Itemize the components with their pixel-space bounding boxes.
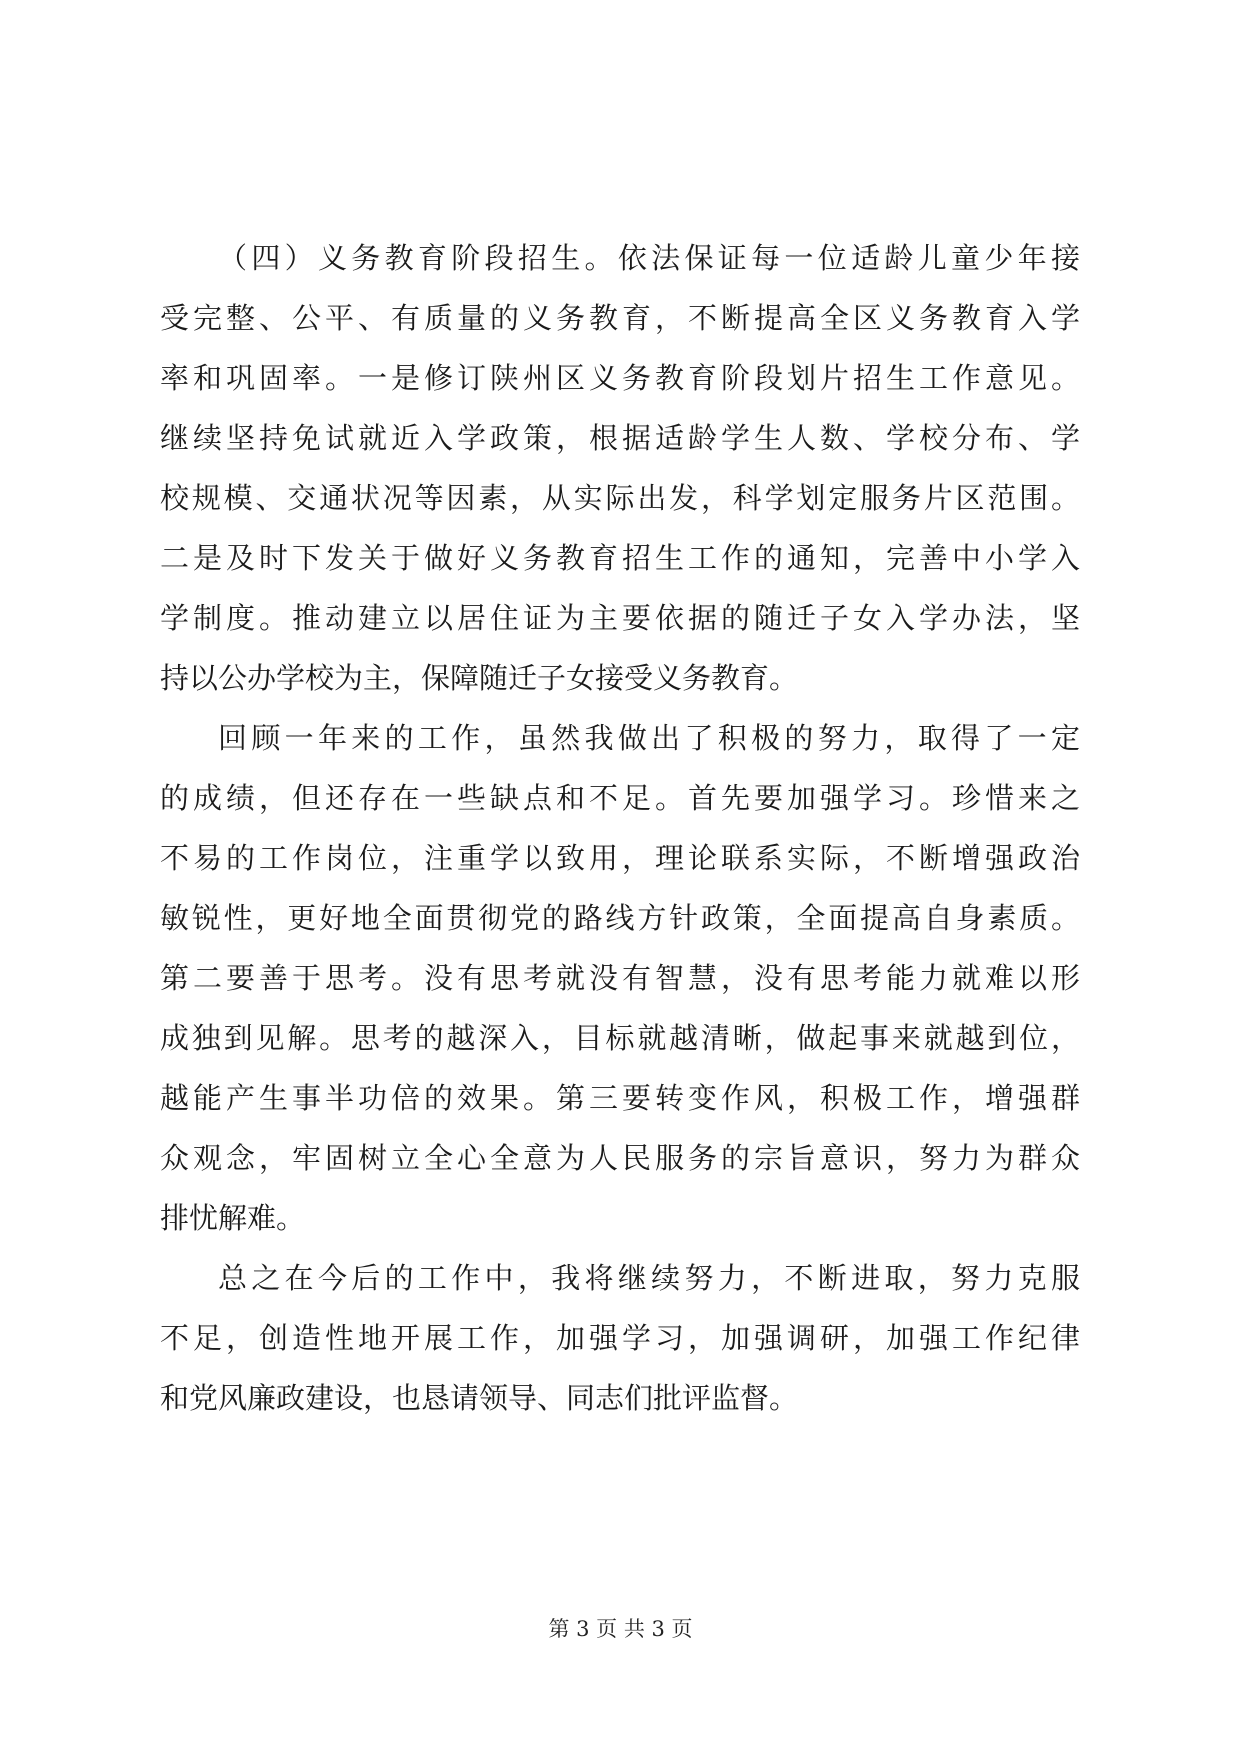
paragraph-line: 排忧解难。 [160, 1201, 306, 1235]
paragraph-line: 学制度。推动建立以居住证为主要依据的随迁子女入学办法，坚 [160, 601, 1080, 635]
body-text [160, 228, 1080, 1428]
paragraph-line: 校规模、交通状况等因素，从实际出发，科学划定服务片区范围。 [160, 481, 1080, 515]
page-footer [0, 1614, 1241, 1644]
paragraph-line: 二是及时下发关于做好义务教育招生工作的通知，完善中小学入 [160, 541, 1080, 575]
paragraph-line: 不足，创造性地开展工作，加强学习，加强调研，加强工作纪律 [160, 1321, 1080, 1355]
paragraph-line: 受完整、公平、有质量的义务教育，不断提高全区义务教育入学 [160, 301, 1080, 335]
paragraph-line: 第二要善于思考。没有思考就没有智慧，没有思考能力就难以形 [160, 961, 1080, 995]
paragraph-line: 率和巩固率。一是修订陕州区义务教育阶段划片招生工作意见。 [160, 361, 1080, 395]
paragraph-line: 持以公办学校为主，保障随迁子女接受义务教育。 [160, 661, 799, 695]
paragraph-3 [160, 1248, 1080, 1428]
paragraph-line: 越能产生事半功倍的效果。第三要转变作风，积极工作，增强群 [160, 1081, 1080, 1115]
paragraph-line: 和党风廉政建设，也恳请领导、同志们批评监督。 [160, 1381, 799, 1415]
paragraph-1 [160, 228, 1080, 708]
paragraph-line: 的成绩，但还存在一些缺点和不足。首先要加强学习。珍惜来之 [160, 781, 1080, 815]
paragraph-line: （四）义务教育阶段招生。依法保证每一位适龄儿童少年接 [218, 241, 1080, 275]
paragraph-line: 总之在今后的工作中，我将继续努力，不断进取，努力克服 [218, 1261, 1080, 1295]
paragraph-line: 继续坚持免试就近入学政策，根据适龄学生人数、学校分布、学 [160, 421, 1080, 455]
paragraph-line: 众观念，牢固树立全心全意为人民服务的宗旨意识，努力为群众 [160, 1141, 1080, 1175]
paragraph-line: 不易的工作岗位，注重学以致用，理论联系实际，不断增强政治 [160, 841, 1080, 875]
paragraph-line: 回顾一年来的工作，虽然我做出了积极的努力，取得了一定 [218, 721, 1080, 755]
paragraph-line: 敏锐性，更好地全面贯彻党的路线方针政策，全面提高自身素质。 [160, 901, 1080, 935]
paragraph-2 [160, 708, 1080, 1248]
page-number: 第 3 页 共 3 页 [548, 1617, 693, 1641]
paragraph-line: 成独到见解。思考的越深入，目标就越清晰，做起事来就越到位， [160, 1021, 1080, 1055]
